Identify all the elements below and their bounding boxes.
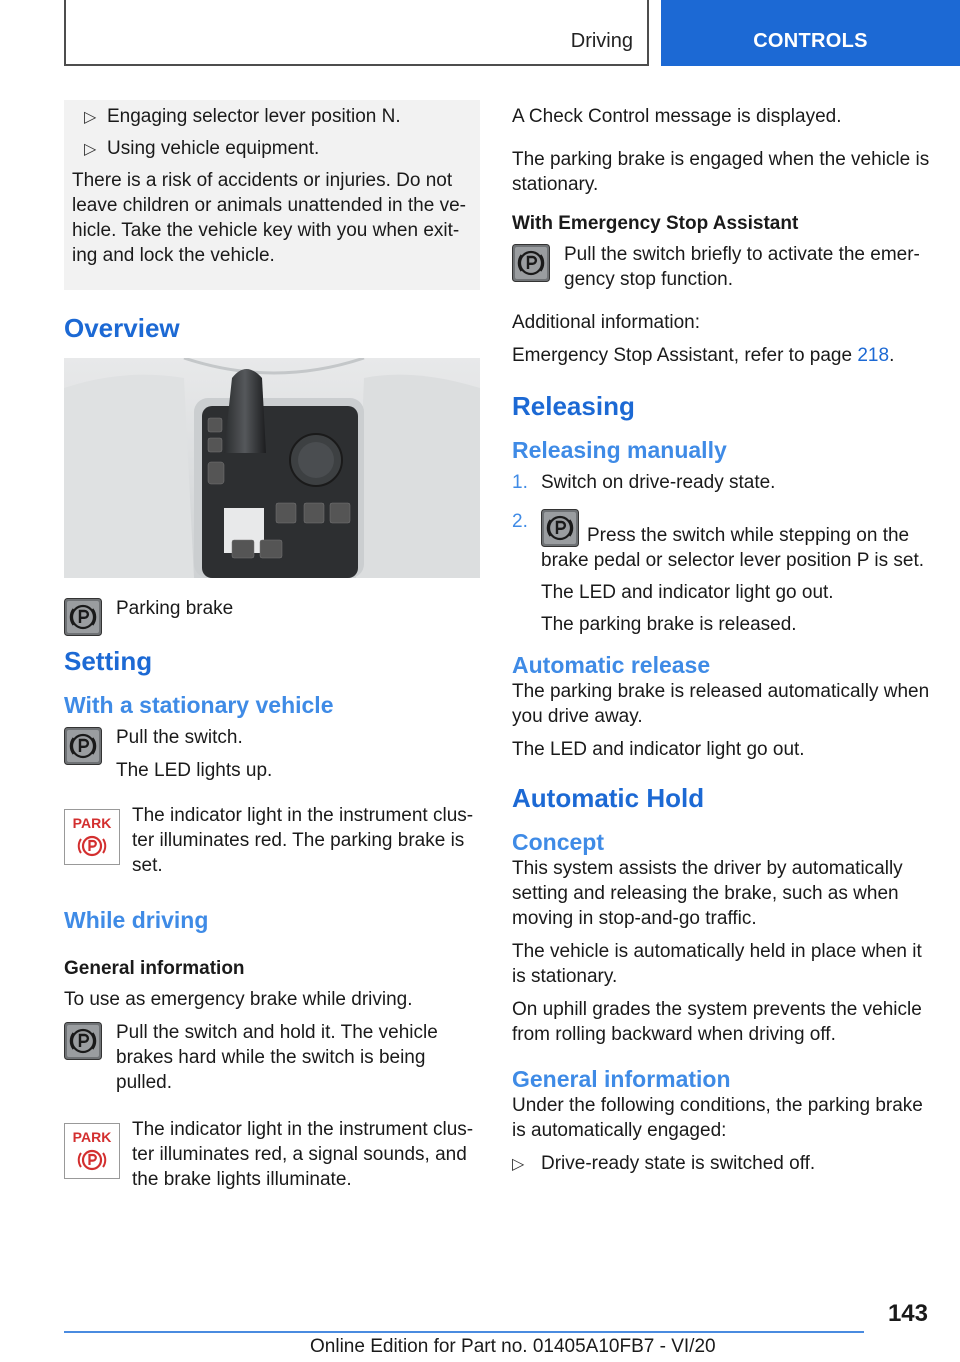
- step2-sub-released: The parking brake is released.: [541, 614, 797, 635]
- auto-release-text: The parking brake is released automatically when you drive away.: [512, 681, 930, 727]
- stationary-switch-row: [64, 725, 480, 783]
- warning-box: [64, 100, 480, 290]
- check-control-text: A Check Control message is displayed.: [512, 106, 842, 127]
- header-chapter-title: CONTROLS: [753, 30, 868, 52]
- left-column: [64, 100, 480, 1204]
- page-number: 143: [887, 1300, 928, 1327]
- overview-heading: Overview: [64, 313, 180, 343]
- triangle-bullet-icon: ▷: [84, 141, 97, 158]
- photo-caption-row: [64, 596, 480, 621]
- triangle-bullet-icon: ▷: [84, 109, 97, 126]
- parking-brake-switch-icon: [64, 598, 102, 636]
- pull-hold-text: Pull the switch and hold it. The vehicle brakes hard while the switch is being pulled.: [116, 1022, 438, 1093]
- park-indicator-icon: [64, 809, 120, 865]
- releasing-manually-heading: Releasing manually: [512, 437, 727, 463]
- auto-release-heading: Automatic release: [512, 652, 711, 678]
- page-reference-link[interactable]: 218: [857, 345, 890, 366]
- concept-heading: Concept: [512, 829, 604, 855]
- driving-indicator-row: [64, 1117, 480, 1192]
- parking-brake-switch-icon: [512, 244, 550, 282]
- conditions-item: ▷ Drive-ready state is switched off.: [512, 1151, 930, 1176]
- additional-info-text: Additional information:: [512, 312, 700, 333]
- release-step: 1. Switch on drive-ready state.: [512, 472, 776, 493]
- header-section-title: Driving: [570, 30, 633, 52]
- general-info-heading: General information: [64, 958, 245, 979]
- warning-text: There is a risk of accidents or injuries. Do not leave children or animals unattended in the ve-hicle. Take the vehicle key with you when exit-ing and lock the vehicle.: [72, 170, 466, 266]
- release-step: 2. Press the switch while stepping on the brake pedal or selector lever position P is set.: [512, 511, 925, 571]
- stationary-indicator-text: The indicator light in the instrument clus-ter illuminates red. The parking brake is set.: [132, 805, 474, 876]
- concept-text-2: The vehicle is automatically held in place when it is stationary.: [512, 941, 922, 987]
- release-steps: [512, 470, 930, 573]
- engaged-text: The parking brake is engaged when the vehicle is stationary.: [512, 149, 930, 195]
- emergency-assist-row: [512, 242, 930, 292]
- emergency-assist-heading: With Emergency Stop Assistant: [512, 213, 799, 234]
- emergency-text: To use as emergency brake while driving.: [64, 989, 413, 1010]
- releasing-heading: Releasing: [512, 391, 635, 421]
- photo-caption: Parking brake: [116, 598, 234, 619]
- stationary-heading: With a stationary vehicle: [64, 692, 334, 718]
- concept-text-1: This system assists the driver by automatically setting and releasing the brake, such as when moving in stop-and-go traffic.: [512, 858, 903, 929]
- emergency-assist-text: Pull the switch briefly to activate the emer-gency stop function.: [564, 244, 920, 290]
- footer-divider: [64, 1331, 864, 1333]
- warning-item: ▷ Engaging selector lever position N.: [72, 104, 472, 129]
- driving-indicator-text: The indicator light in the instrument clus-ter illuminates red, a signal sounds, and the brake lights illuminate.: [132, 1119, 474, 1190]
- general-info-heading-right: General information: [512, 1066, 731, 1092]
- auto-hold-heading: Automatic Hold: [512, 783, 705, 813]
- stationary-led-text: The LED lights up.: [116, 760, 273, 781]
- step2-sub-led: The LED and indicator light go out.: [541, 582, 834, 603]
- concept-text-3: On uphill grades the system prevents the vehicle from rolling backward when driving off.: [512, 999, 922, 1045]
- footer-edition-text: Online Edition for Part no. 01405A10FB7 - VI/20: [310, 1336, 716, 1357]
- parking-brake-switch-icon: [64, 727, 102, 765]
- parking-brake-switch-icon: [64, 1022, 102, 1060]
- while-driving-heading: While driving: [64, 907, 209, 933]
- stationary-instruction: Pull the switch.: [116, 727, 243, 748]
- header-section-box: [64, 0, 649, 66]
- triangle-bullet-icon: ▷: [512, 1156, 525, 1173]
- parking-brake-switch-icon: [541, 509, 579, 547]
- conditions-list: [512, 1151, 930, 1176]
- conditions-text: Under the following conditions, the parking brake is automatically engaged:: [512, 1095, 923, 1141]
- warning-item: ▷ Using vehicle equipment.: [72, 136, 472, 161]
- parking-brake-photo: [64, 358, 480, 578]
- pull-hold-row: [64, 1020, 480, 1095]
- setting-heading: Setting: [64, 646, 153, 676]
- reference-text: Emergency Stop Assistant, refer to page 218.: [512, 345, 895, 366]
- park-indicator-icon: [64, 1123, 120, 1179]
- header-chapter-tab: [661, 0, 960, 66]
- auto-release-led-text: The LED and indicator light go out.: [512, 739, 805, 760]
- right-column: [512, 100, 930, 1176]
- stationary-indicator-row: [64, 803, 480, 878]
